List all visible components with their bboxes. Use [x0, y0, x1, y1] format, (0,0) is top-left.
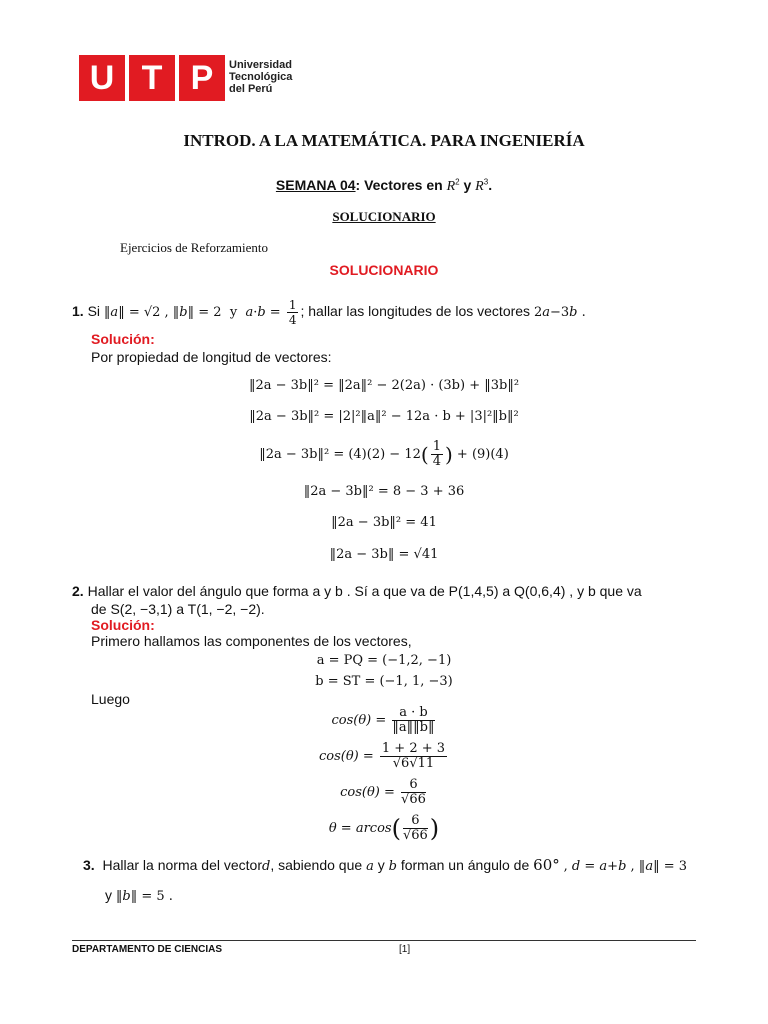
fraction-one-quarter-2: $\frac{1}{4}$: [432, 439, 441, 469]
exercise-1-number: 1.: [72, 303, 84, 320]
logo-line3: del Perú: [229, 83, 273, 95]
exercise-3-text-3: forman un ángulo de: [400, 857, 530, 873]
semana-r3: R: [475, 179, 484, 194]
exercise-2-comp-a: a = PQ = (−1,2, −1): [316, 653, 452, 668]
exercise-1-eq-2: ‖2a − 3b‖² = |2|²‖a‖² − 12a · b + |3|²‖b‖²: [249, 409, 519, 424]
exercise-3-line-1: 3. Hallar la norma del vectord, sabiendo que a y b forman un ángulo de 60° , d = a+b , ‖a‖ = 3: [83, 856, 688, 874]
exercise-1-given: ‖a‖ = √2 , ‖b‖ = 2 y a·b =: [103, 305, 285, 321]
exercise-3-line-2: y ‖b‖ = 5 .: [105, 887, 173, 904]
logo-line1: Universidad: [229, 59, 292, 71]
exercise-1-text: ; hallar las longitudes de los vectores: [300, 303, 531, 320]
cos-3-lhs: cos(θ) =: [340, 785, 395, 800]
logo-line2: Tecnológica: [229, 71, 293, 83]
exercise-2-text-1: Hallar el valor del ángulo que forma a y b . Sí a que va de P(1,4,5) a Q(0,6,4) , y b que va: [87, 583, 642, 599]
theta-num: 6: [403, 814, 428, 829]
exercise-2-line-2: de S(2, −3,1) a T(1, −2, −2).: [91, 601, 265, 617]
exercise-3-angle: 60°: [533, 856, 560, 874]
exercise-1-target: 2a−3b .: [533, 305, 586, 321]
semana-label: SEMANA 04: [275, 177, 356, 193]
page-title: INTROD. A LA MATEMÁTICA. PARA INGENIERÍA: [183, 131, 585, 150]
cos-2-num: 1 + 2 + 3: [381, 741, 446, 756]
semana-end: .: [488, 177, 493, 193]
theta-lhs: θ = arcos: [328, 821, 392, 836]
cos-1-lhs: cos(θ) =: [331, 713, 387, 728]
exercise-3-text-1: Hallar la norma del vector: [102, 857, 262, 873]
exercise-3-y: y: [105, 887, 112, 903]
semana-text: : Vectores en: [355, 177, 443, 193]
exercise-1-intro: Por propiedad de longitud de vectores:: [91, 349, 332, 365]
solucionario-red-heading: SOLUCIONARIO: [329, 262, 439, 278]
exercise-1-si: Si: [87, 303, 101, 320]
semana-heading: SEMANA 04: Vectores en $R^2$ y $R^3$.: [275, 177, 493, 194]
utp-logo: [79, 55, 299, 101]
exercise-2-intro: Primero hallamos las componentes de los vectores,: [91, 633, 412, 649]
cos-1-num: a · b: [392, 706, 434, 721]
footer-divider: [72, 940, 696, 941]
exercise-2-luego: Luego: [91, 691, 130, 707]
cos-2-fraction: [380, 742, 447, 771]
exercise-1-eq-3-text: ‖2a − 3b‖² = (4)(2) − 12: [259, 447, 421, 462]
footer-page-number: [1]: [399, 944, 411, 955]
exercise-1-eq-1: ‖2a − 3b‖² = ‖2a‖² − 2(2a) · (3b) + ‖3b‖²: [248, 378, 520, 393]
exercise-2-comp-b: b = ST = (−1, 1, −3): [315, 674, 453, 689]
exercise-2-solution-label: Solución:: [91, 617, 155, 633]
exercise-1-eq-3: ‖2a − 3b‖² = (4)(2) − 12( $\frac{1}{4}$ ) + (9)(4): [259, 439, 509, 469]
fraction-one-quarter: $\frac{1}{4}$: [288, 298, 297, 327]
exercise-3-number: 3.: [83, 857, 95, 873]
exercise-2-line-1: [72, 582, 702, 600]
cos-2-den: √6√11: [392, 756, 435, 771]
cos-3-den: √66: [401, 792, 426, 807]
exercise-1-statement: [72, 298, 712, 327]
cos-1-den: ‖a‖‖b‖: [392, 720, 435, 735]
semana-y: y: [463, 177, 472, 193]
exercise-2-theta: θ = arcos( $\frac{6}{√66}$ ): [328, 813, 440, 843]
exercise-1-eq-4: ‖2a − 3b‖² = 8 − 3 + 36: [303, 484, 465, 499]
exercise-1-eq-5: ‖2a − 3b‖² = 41: [331, 515, 437, 530]
exercise-1-eq-6: ‖2a − 3b‖ = √41: [329, 547, 439, 562]
cos-3-fraction: [401, 778, 426, 807]
ejercicios-heading: Ejercicios de Reforzamiento: [120, 240, 268, 255]
exercise-2-cos-3: [0, 778, 768, 807]
semana-r2: R: [446, 179, 456, 194]
footer-department: DEPARTAMENTO DE CIENCIAS: [72, 944, 223, 955]
exercise-1-solution-label: Solución:: [91, 331, 155, 347]
logo-letter-u: U: [79, 55, 125, 101]
cos-1-fraction: [392, 706, 434, 735]
exercise-2-cos-1: [0, 706, 768, 735]
exercise-2-number: 2.: [72, 583, 84, 599]
exercise-2-cos-2: [0, 742, 768, 771]
theta-fraction: [403, 814, 428, 843]
logo-text: [229, 59, 292, 95]
theta-den: √66: [402, 828, 428, 843]
solucionario-heading: SOLUCIONARIO: [332, 209, 436, 224]
cos-3-num: 6: [401, 778, 426, 793]
logo-letter-p: P: [179, 55, 225, 101]
cos-2-lhs: cos(θ) =: [318, 749, 374, 764]
exercise-3-text-2: , sabiendo que: [270, 857, 363, 873]
logo-letter-t: T: [129, 55, 175, 101]
